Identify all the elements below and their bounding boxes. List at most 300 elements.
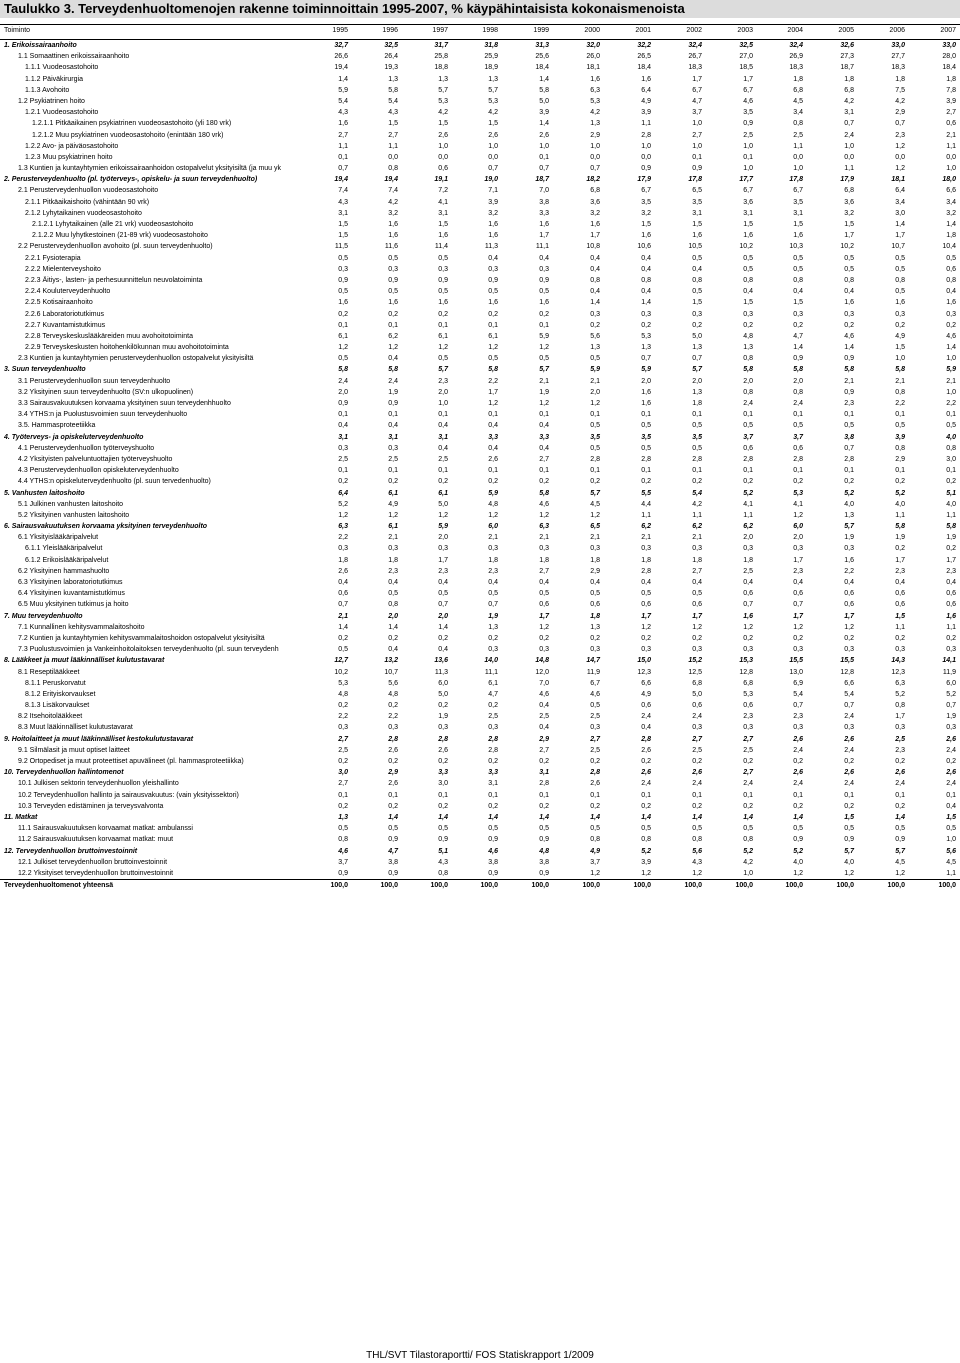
- table-cell: 11,4: [434, 243, 448, 251]
- table-cell: 1,5: [338, 232, 348, 240]
- table-cell: 1,3: [590, 344, 600, 352]
- table-cell: 1,1: [388, 142, 398, 150]
- table-cell: 0,9: [844, 388, 854, 396]
- table-cell: 0,3: [743, 724, 753, 732]
- table-cell: 2,3: [793, 567, 803, 575]
- table-cell: 6,2: [388, 332, 398, 340]
- table-cell: 2,7: [338, 735, 348, 743]
- table-row: [0, 141, 960, 152]
- table-cell: 1,2: [539, 623, 549, 631]
- table-cell: 18,3: [688, 64, 702, 72]
- table-cell: 1,7: [844, 232, 854, 240]
- table-cell: 1,1: [743, 511, 753, 519]
- table-cell: 0,1: [590, 467, 600, 475]
- table-cell: 0,2: [438, 310, 448, 318]
- table-cell: 2,5: [743, 746, 753, 754]
- table-cell: 2,5: [338, 455, 348, 463]
- table-cell: 6,1: [388, 489, 398, 497]
- table-cell: 2,2: [338, 713, 348, 721]
- table-cell: 2,4: [743, 400, 753, 407]
- table-cell: 2,0: [438, 612, 448, 620]
- row-label: 1.2 Psykiatrinen hoito: [18, 97, 85, 105]
- table-cell: 25,9: [484, 53, 498, 61]
- row-label: 2.1 Perusterveydenhuollon vuodeosastohoito: [18, 187, 159, 195]
- table-cell: 0,4: [692, 579, 702, 586]
- table-cell: 2,4: [844, 746, 854, 754]
- table-cell: 1,4: [641, 813, 651, 821]
- table-cell: 1,5: [438, 120, 448, 128]
- table-cell: 100,0: [633, 882, 651, 890]
- table-cell: 0,9: [388, 400, 398, 407]
- table-cell: 0,2: [539, 634, 549, 642]
- footer: THL/SVT Tilastoraportti/ FOS Statiskrapport 1/2009: [366, 1350, 594, 1361]
- table-cell: 0,1: [692, 411, 702, 419]
- table-cell: 5,8: [946, 523, 956, 531]
- table-cell: 2,1: [539, 534, 549, 542]
- table-cell: 2,0: [692, 377, 702, 385]
- table-cell: 1,7: [743, 75, 753, 83]
- table-cell: 0,6: [743, 702, 753, 710]
- table-cell: 17,7: [739, 176, 753, 184]
- table-cell: 7,4: [338, 187, 348, 195]
- table-cell: 6,2: [641, 523, 651, 531]
- table-cell: 3,1: [692, 209, 702, 217]
- table-cell: 0,6: [692, 702, 702, 710]
- table-cell: 7,0: [539, 187, 549, 195]
- table-cell: 4,3: [338, 198, 348, 206]
- table-cell: 4,8: [488, 500, 498, 508]
- table-cell: 6,0: [488, 523, 498, 531]
- table-row: [0, 756, 960, 767]
- table-cell: 1,4: [388, 623, 398, 631]
- row-label: 2.2.1 Fysioterapia: [25, 254, 81, 262]
- table-cell: 1,8: [793, 75, 803, 83]
- table-cell: 2,5: [388, 455, 398, 463]
- row-label: 2.1.2.1 Lyhytaikainen (alle 21 vrk) vuodeosastohoito: [32, 221, 194, 228]
- table-cell: 1,4: [641, 299, 651, 307]
- table-cell: 4,6: [946, 332, 956, 340]
- table-title: Taulukko 3. Terveydenhuoltomenojen rakenne toiminnoittain 1995-2007, % käypähintaisista kokonaismenoista: [4, 1, 685, 16]
- table-cell: 13,6: [434, 657, 448, 665]
- table-cell: 0,9: [539, 836, 549, 844]
- row-label: 2.2.7 Kuvantamistutkimus: [25, 321, 106, 329]
- table-cell: 6,5: [590, 523, 600, 531]
- table-cell: 0,1: [488, 467, 498, 475]
- table-row: [0, 432, 960, 443]
- table-cell: 2,3: [388, 567, 398, 575]
- table-cell: 12,8: [739, 668, 753, 676]
- table-cell: 1,3: [692, 344, 702, 352]
- table-cell: 0,3: [488, 545, 498, 553]
- table-cell: 2,7: [539, 746, 549, 754]
- table-cell: 0,2: [895, 545, 905, 553]
- table-cell: 0,3: [590, 545, 600, 553]
- table-cell: 1,8: [895, 75, 905, 83]
- table-cell: 10,7: [891, 243, 905, 251]
- row-label: 4.4 YTHS:n opiskeluterveydenhuolto (pl. suun tervedenhuolto): [18, 478, 211, 486]
- table-cell: 5,3: [590, 97, 600, 105]
- table-cell: 0,3: [692, 646, 702, 654]
- table-cell: 18,2: [586, 176, 600, 184]
- table-cell: 10,7: [384, 668, 398, 676]
- table-row: [0, 465, 960, 476]
- table-cell: 0,5: [438, 288, 448, 296]
- table-cell: 2,2: [844, 567, 854, 575]
- row-label: 8.3 Muut lääkinnälliset kulutustavarat: [18, 724, 133, 732]
- table-cell: 0,2: [743, 478, 753, 486]
- row-label: Terveydenhuoltomenot yhteensä: [4, 882, 114, 890]
- table-cell: 0,0: [793, 153, 803, 161]
- table-cell: 0,0: [488, 153, 498, 161]
- table-cell: 31,8: [484, 42, 498, 49]
- table-cell: 2,2: [338, 534, 348, 542]
- table-cell: 0,0: [438, 153, 448, 161]
- table-cell: 0,8: [338, 836, 348, 844]
- table-cell: 2,2: [488, 377, 498, 385]
- table-row: [0, 532, 960, 543]
- row-label: 12. Terveydenhuollon bruttoinvestoinnit: [4, 847, 138, 855]
- table-cell: 0,2: [438, 802, 448, 810]
- table-cell: 0,7: [641, 355, 651, 363]
- table-cell: 0,9: [743, 120, 753, 128]
- table-row: [0, 689, 960, 700]
- table-cell: 4,7: [388, 847, 398, 855]
- table-cell: 0,6: [338, 590, 348, 598]
- table-row: [0, 320, 960, 331]
- table-cell: 1,2: [438, 511, 448, 519]
- table-cell: 32,5: [384, 42, 398, 49]
- row-label: 3.4 YTHS:n ja Puolustusvoimien suun terveydenhuolto: [18, 411, 188, 419]
- table-cell: 3,1: [338, 433, 348, 441]
- table-cell: 2,4: [946, 746, 956, 754]
- table-cell: 1,4: [590, 813, 600, 821]
- table-cell: 12,7: [334, 657, 348, 665]
- table-cell: 5,8: [793, 366, 803, 374]
- table-cell: 0,3: [946, 310, 956, 318]
- table-row: [0, 678, 960, 689]
- table-cell: 3,9: [539, 109, 549, 117]
- table-cell: 15,2: [688, 657, 702, 665]
- table-cell: 0,2: [590, 321, 600, 329]
- table-cell: 0,5: [895, 288, 905, 296]
- table-cell: 0,2: [692, 478, 702, 486]
- table-cell: 2,8: [641, 735, 651, 743]
- table-cell: 3,8: [488, 858, 498, 866]
- table-cell: 0,9: [539, 276, 549, 284]
- table-row: [0, 51, 960, 62]
- table-cell: 0,1: [338, 321, 348, 329]
- table-cell: 6,8: [590, 187, 600, 195]
- header-year: 2007: [940, 27, 956, 34]
- table-cell: 1,3: [338, 813, 348, 821]
- table-cell: 0,5: [895, 254, 905, 262]
- table-cell: 0,2: [743, 802, 753, 810]
- table-row: [0, 499, 960, 510]
- table-cell: 18,4: [535, 64, 549, 72]
- table-cell: 2,0: [793, 377, 803, 385]
- table-row: [0, 734, 960, 745]
- table-cell: 0,7: [338, 601, 348, 609]
- table-cell: 3,2: [844, 209, 854, 217]
- table-cell: 0,1: [895, 467, 905, 475]
- table-cell: 0,3: [743, 646, 753, 654]
- table-cell: 5,8: [895, 523, 905, 531]
- table-cell: 0,8: [590, 276, 600, 284]
- table-cell: 14,1: [942, 657, 956, 665]
- table-cell: 5,6: [692, 847, 702, 855]
- table-cell: 5,7: [895, 847, 905, 855]
- table-cell: 1,6: [488, 299, 498, 307]
- table-cell: 0,8: [438, 869, 448, 877]
- table-row: [0, 174, 960, 185]
- table-cell: 0,6: [793, 444, 803, 452]
- table-cell: 100,0: [430, 882, 448, 890]
- table-cell: 2,1: [844, 377, 854, 385]
- table-cell: 0,5: [488, 590, 498, 598]
- table-cell: 100,0: [582, 882, 600, 890]
- row-label: 2.2.4 Kouluterveydenhuolto: [25, 288, 111, 296]
- table-cell: 1,2: [641, 623, 651, 631]
- table-cell: 2,3: [743, 713, 753, 721]
- table-cell: 26,7: [688, 53, 702, 61]
- table-row: [0, 778, 960, 789]
- table-cell: 0,4: [692, 265, 702, 273]
- table-cell: 6,3: [539, 523, 549, 531]
- table-cell: 2,5: [793, 131, 803, 139]
- table-cell: 18,4: [637, 64, 651, 72]
- table-cell: 0,2: [438, 702, 448, 710]
- table-cell: 1,6: [895, 299, 905, 307]
- table-cell: 3,5: [743, 109, 753, 117]
- table-cell: 0,1: [590, 791, 600, 799]
- table-cell: 0,0: [388, 153, 398, 161]
- table-cell: 2,8: [590, 769, 600, 777]
- table-cell: 2,0: [641, 377, 651, 385]
- table-cell: 0,2: [743, 758, 753, 765]
- table-cell: 0,6: [590, 601, 600, 609]
- table-cell: 15,5: [789, 657, 803, 665]
- table-cell: 0,7: [338, 165, 348, 173]
- table-cell: 4,9: [641, 690, 651, 698]
- table-cell: 1,7: [895, 713, 905, 721]
- table-cell: 18,9: [484, 64, 498, 72]
- table-cell: 0,5: [692, 825, 702, 833]
- table-cell: 1,4: [946, 221, 956, 228]
- table-cell: 0,7: [793, 702, 803, 710]
- table-cell: 6,6: [641, 679, 651, 687]
- table-cell: 2,4: [388, 377, 398, 385]
- table-cell: 0,8: [692, 836, 702, 844]
- table-cell: 0,1: [793, 411, 803, 419]
- row-label: 11.2 Sairausvakuutuksen korvaamat matkat: muut: [18, 836, 174, 844]
- table-cell: 1,5: [692, 299, 702, 307]
- table-cell: 0,5: [743, 825, 753, 833]
- table-cell: 15,0: [637, 657, 651, 665]
- row-label: 1. Erikoissairaanhoito: [4, 42, 77, 49]
- table-cell: 0,4: [539, 579, 549, 586]
- table-cell: 0,1: [946, 411, 956, 419]
- table-cell: 0,2: [338, 310, 348, 318]
- table-cell: 0,5: [590, 422, 600, 430]
- table-cell: 0,2: [488, 758, 498, 765]
- table-cell: 18,1: [891, 176, 905, 184]
- table-row: [0, 96, 960, 107]
- table-cell: 0,5: [641, 444, 651, 452]
- table-cell: 0,2: [488, 310, 498, 318]
- table-cell: 14,8: [535, 657, 549, 665]
- table-row: [0, 834, 960, 845]
- table-cell: 0,5: [488, 288, 498, 296]
- table-cell: 0,1: [692, 153, 702, 161]
- table-cell: 5,6: [946, 847, 956, 855]
- table-row: [0, 633, 960, 644]
- table-cell: 2,0: [743, 377, 753, 385]
- table-cell: 100,0: [785, 882, 803, 890]
- table-cell: 0,1: [388, 791, 398, 799]
- table-cell: 0,4: [590, 265, 600, 273]
- table-cell: 1,0: [692, 142, 702, 150]
- table-cell: 1,2: [539, 344, 549, 352]
- table-cell: 0,4: [641, 254, 651, 262]
- table-cell: 2,7: [692, 735, 702, 743]
- table-cell: 0,4: [793, 579, 803, 586]
- table-cell: 0,6: [895, 601, 905, 609]
- table-cell: 0,5: [844, 254, 854, 262]
- table-cell: 0,6: [946, 120, 956, 128]
- table-cell: 5,3: [793, 489, 803, 497]
- table-cell: 3,2: [946, 209, 956, 217]
- table-cell: 0,2: [895, 634, 905, 642]
- table-cell: 18,3: [789, 64, 803, 72]
- table-cell: 2,7: [338, 131, 348, 139]
- row-label: 7.1 Kunnallinen kehitysvammalaitoshoito: [18, 623, 145, 631]
- table-cell: 0,1: [793, 791, 803, 799]
- table-cell: 5,4: [338, 97, 348, 105]
- row-label: 1.3 Kuntien ja kuntayhtymien erikoissairaanhoidon ostopalvelut yksityisiltä (ja muu yk: [18, 165, 282, 173]
- table-cell: 2,1: [338, 612, 348, 620]
- table-cell: 1,2: [692, 623, 702, 631]
- table-row: [0, 801, 960, 812]
- table-cell: 0,3: [338, 265, 348, 273]
- table-cell: 1,2: [488, 400, 498, 407]
- table-cell: 0,3: [488, 724, 498, 732]
- table-cell: 5,9: [539, 332, 549, 340]
- table-cell: 0,1: [641, 467, 651, 475]
- table-cell: 1,9: [539, 388, 549, 396]
- table-cell: 0,8: [946, 444, 956, 452]
- table-cell: 0,5: [793, 825, 803, 833]
- table-cell: 1,1: [338, 142, 348, 150]
- table-cell: 4,9: [388, 500, 398, 508]
- table-cell: 0,1: [539, 791, 549, 799]
- table-cell: 0,5: [946, 422, 956, 430]
- table-row: [0, 577, 960, 588]
- table-row: [0, 342, 960, 353]
- table-cell: 6,7: [590, 679, 600, 687]
- table-cell: 2,8: [743, 455, 753, 463]
- table-cell: 0,8: [793, 120, 803, 128]
- table-cell: 0,3: [488, 646, 498, 654]
- table-cell: 1,6: [590, 221, 600, 228]
- table-cell: 1,8: [488, 556, 498, 564]
- table-cell: 5,2: [743, 847, 753, 855]
- table-row: [0, 152, 960, 163]
- table-cell: 6,7: [692, 86, 702, 94]
- table-cell: 0,2: [743, 634, 753, 642]
- row-label: 4.2 Yksityisten palveluntuottajien työterveyshuolto: [18, 455, 173, 463]
- table-cell: 6,0: [793, 523, 803, 531]
- table-cell: 1,8: [743, 556, 753, 564]
- table-cell: 27,3: [840, 53, 854, 61]
- table-cell: 0,6: [946, 265, 956, 273]
- table-cell: 0,8: [946, 276, 956, 284]
- table-cell: 7,2: [438, 187, 448, 195]
- table-cell: 6,1: [488, 332, 498, 340]
- table-cell: 2,5: [692, 746, 702, 754]
- table-cell: 2,5: [338, 746, 348, 754]
- table-cell: 1,2: [338, 511, 348, 519]
- table-row: [0, 297, 960, 308]
- table-cell: 2,5: [743, 131, 753, 139]
- table-cell: 3,9: [488, 198, 498, 206]
- table-cell: 5,8: [488, 366, 498, 374]
- table-cell: 2,0: [743, 534, 753, 542]
- table-cell: 1,4: [438, 813, 448, 821]
- table-cell: 2,6: [793, 735, 803, 743]
- table-cell: 2,2: [895, 400, 905, 407]
- table-cell: 3,6: [844, 198, 854, 206]
- header-year: 2002: [686, 27, 702, 34]
- table-cell: 0,9: [388, 869, 398, 877]
- table-cell: 2,7: [692, 131, 702, 139]
- table-cell: 1,4: [539, 75, 549, 83]
- table-cell: 2,4: [946, 780, 956, 788]
- table-cell: 6,8: [844, 86, 854, 94]
- table-cell: 2,1: [539, 377, 549, 385]
- table-cell: 6,6: [844, 679, 854, 687]
- row-label: 1.2.1.2 Muu psykiatrinen vuodeosastohoito (enintään 180 vrk): [32, 131, 224, 139]
- table-cell: 3,3: [488, 433, 498, 441]
- table-cell: 0,1: [438, 411, 448, 419]
- table-cell: 2,4: [338, 377, 348, 385]
- table-cell: 1,2: [438, 344, 448, 352]
- table-row: [0, 510, 960, 521]
- table-cell: 3,9: [641, 858, 651, 866]
- table-cell: 0,2: [743, 321, 753, 329]
- table-cell: 5,4: [388, 97, 398, 105]
- table-cell: 0,1: [438, 467, 448, 475]
- table-cell: 4,9: [590, 847, 600, 855]
- table-cell: 0,5: [946, 254, 956, 262]
- table-cell: 1,1: [946, 511, 956, 519]
- table-cell: 1,0: [946, 388, 956, 396]
- table-cell: 0,9: [488, 276, 498, 284]
- table-cell: 0,3: [438, 724, 448, 732]
- table-cell: 0,5: [590, 355, 600, 363]
- table-row: [0, 264, 960, 275]
- row-label: 2.1.2 Lyhytaikainen vuodeosastohoito: [25, 209, 142, 217]
- table-cell: 1,1: [793, 142, 803, 150]
- table-cell: 0,7: [895, 120, 905, 128]
- table-row: [0, 857, 960, 868]
- table-cell: 19,4: [334, 64, 348, 72]
- table-cell: 1,0: [641, 142, 651, 150]
- table-cell: 3,5: [590, 433, 600, 441]
- table-cell: 1,8: [590, 556, 600, 564]
- table-row: [0, 521, 960, 532]
- table-cell: 1,2: [590, 869, 600, 877]
- table-cell: 4,0: [946, 500, 956, 508]
